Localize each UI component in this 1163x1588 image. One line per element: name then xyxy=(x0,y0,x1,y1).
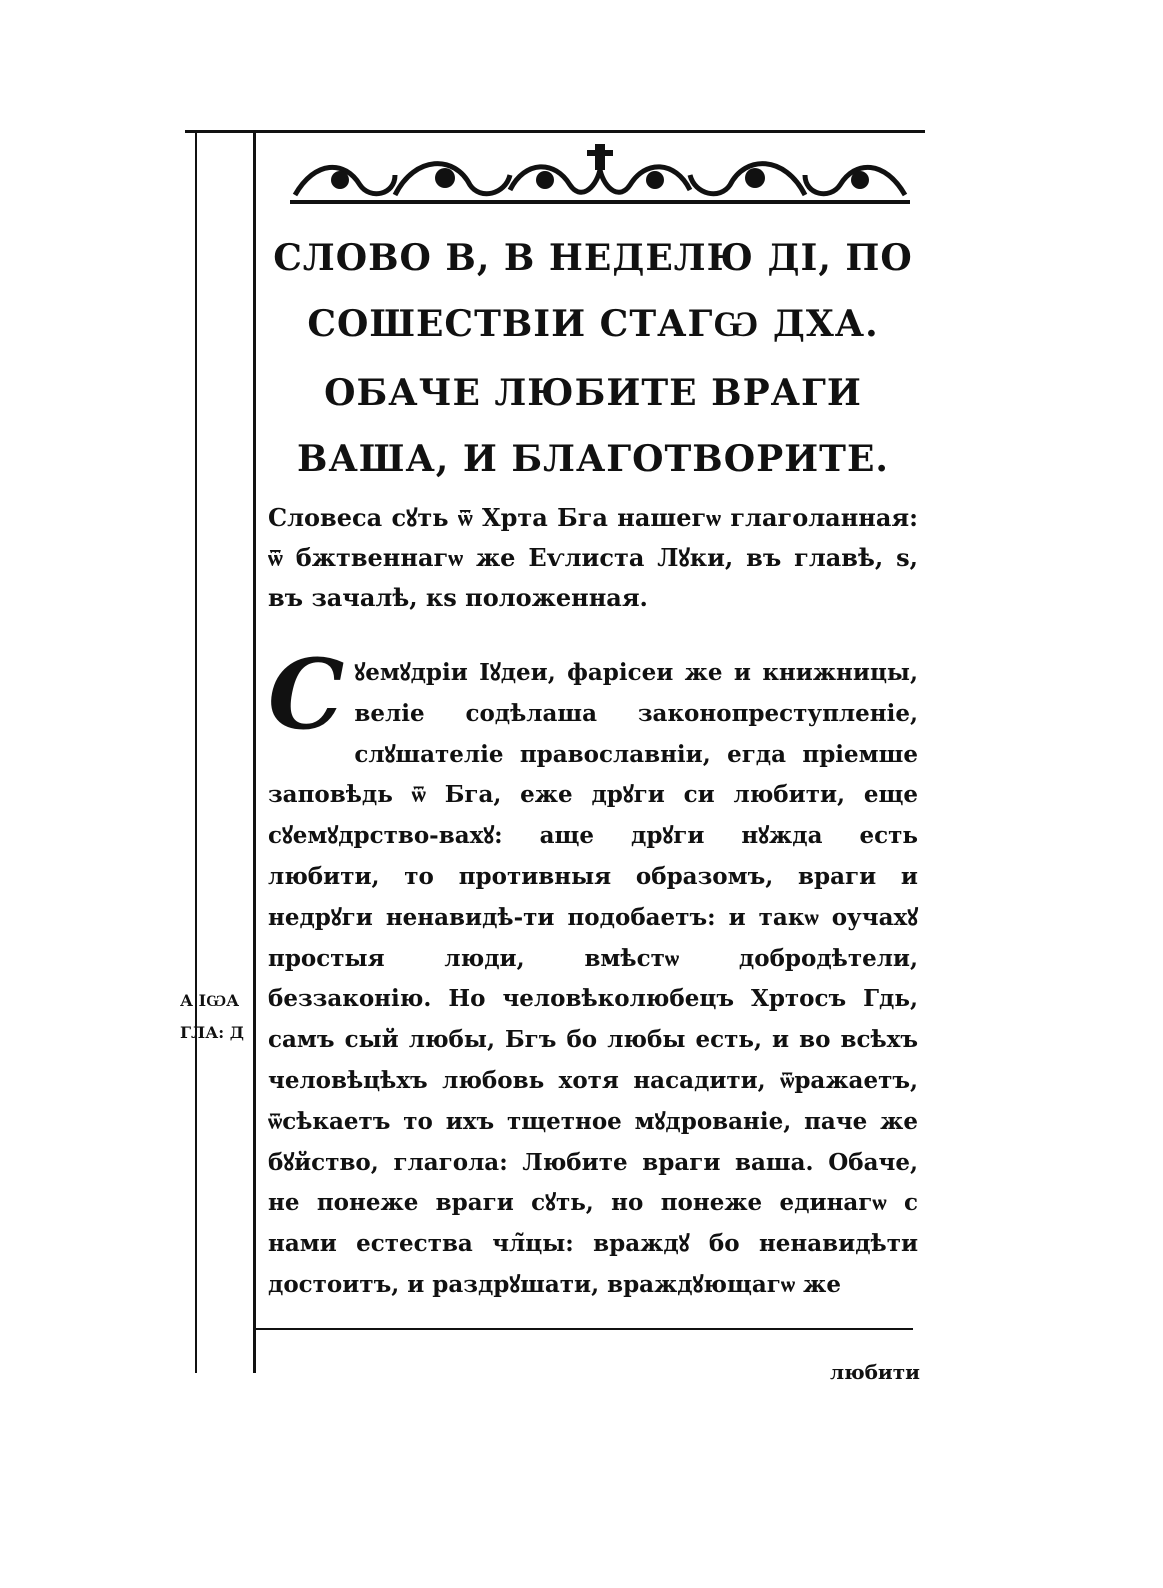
headpiece-ornament xyxy=(285,140,915,210)
top-rule xyxy=(185,130,925,133)
sermon-title: СЛОВО В, В НЕДЕЛЮ ДІ, ПО СОШЕСТВІИ СТАГѠ ДХА. xyxy=(273,237,913,345)
margin-reference-line-1: А ІѠА xyxy=(180,991,240,1010)
inner-margin-rule xyxy=(253,133,256,1373)
catchword: любити xyxy=(829,1360,920,1384)
bottom-rule xyxy=(253,1328,913,1330)
margin-reference xyxy=(180,985,250,1049)
scripture-reference: Словеса сꙋть ѿ Хрта Бга нашегѡ глаголанная: ѿ бжтвеннагѡ же Еѵлиста Лꙋки, въ главѣ, ѕ, въ зачалѣ, кѕ положенная. xyxy=(268,503,918,612)
margin-reference-line-2: ГЛА: Д xyxy=(180,1023,244,1042)
outer-margin-rule xyxy=(195,133,197,1373)
body-paragraph: ꙋемꙋдріи Іꙋдеи, фарісеи же и книжницы, веліе содѣлаша законопреступленіе, слꙋшателіе православніи, егда пріемше заповѣдь ѿ Бга, еже дрꙋги си любити, еще сꙋемꙋдрство-вахꙋ: аще дрꙋги нꙋжда есть любити, то противныя образомъ, враги и недрꙋги ненавидѣ-ти подобаетъ: и такѡ оучахꙋ простыя люди, вмѣстѡ добродѣтели, беззаконію. Но человѣколюбецъ Хртосъ Гдь, самъ сый любы, Бгъ бо любы есть, и во всѣхъ человѣцѣхъ любовь хотя насадити, ѿражаетъ, ѿсѣкаетъ то ихъ тщетное мꙋдрованіе, паче же бꙋйство, глагола: Любите враги ваша. Обаче, не понеже враги сꙋть, но понеже единагѡ с нами естества чл̃цы: враждꙋ бо ненавидѣти достоитъ, и раздрꙋшати, враждꙋющагѡ же xyxy=(268,659,918,1298)
sermon-body xyxy=(268,638,918,1306)
epigraph: ОБАЧЕ ЛЮБИТЕ ВРАГИ ВАША, И БЛАГОТВОРИТЕ. xyxy=(297,372,889,480)
drop-cap: С xyxy=(268,638,345,751)
